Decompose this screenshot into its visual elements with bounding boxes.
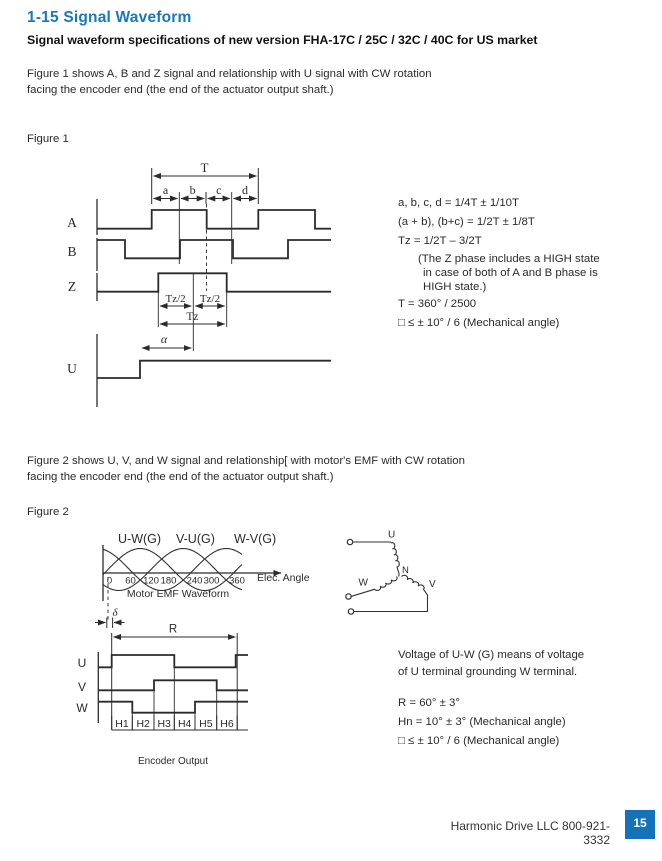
intro-paragraph-2-line2: facing the encoder end (the end of the actuator output shaft.) xyxy=(27,471,334,483)
segment-h3: H3 xyxy=(157,718,171,730)
figure1-notes xyxy=(398,196,600,330)
dim-label-a: a xyxy=(162,183,169,197)
signal-label-z: Z xyxy=(67,279,77,294)
signal-label-b: B xyxy=(67,244,77,259)
note-line: Hn = 10° ± 3° (Mechanical angle) xyxy=(398,716,566,728)
segment-h5: H5 xyxy=(199,718,213,730)
intro-paragraph-2 xyxy=(27,453,465,485)
dim-label-d: d xyxy=(242,183,248,197)
segment-h2: H2 xyxy=(136,718,150,730)
note-line: of U terminal grounding W terminal. xyxy=(398,666,578,678)
motor-terminals xyxy=(346,539,354,614)
dim-label-delta: δ xyxy=(112,607,118,619)
dim-label-alpha: α xyxy=(160,332,168,346)
emf-caption: Motor EMF Waveform xyxy=(126,588,230,600)
encoder-v-waveform xyxy=(98,680,248,690)
figure1-timing-diagram xyxy=(55,150,415,420)
dim-label-tz-half-left: Tz/2 xyxy=(165,293,186,305)
signal-a-waveform xyxy=(97,210,331,229)
figure1-dimension-lines xyxy=(142,176,257,348)
figure2-notes xyxy=(398,648,584,748)
footer-company-line: Harmonic Drive LLC 800-921-3332 xyxy=(450,819,610,847)
segment-h6: H6 xyxy=(220,718,234,730)
figure2-emf-encoder-diagram xyxy=(75,520,315,780)
encoder-u-waveform xyxy=(98,655,248,667)
tick-300: 300 xyxy=(203,575,220,587)
signal-b-waveform xyxy=(97,240,331,258)
tick-60: 60 xyxy=(125,575,136,587)
signal-u-waveform xyxy=(97,361,331,378)
motor-label-w: W xyxy=(358,577,368,589)
dim-label-c: c xyxy=(216,183,222,197)
encoder-signal-label-u: U xyxy=(77,656,87,670)
dim-label-b: b xyxy=(189,183,196,197)
note-line: (The Z phase includes a HIGH state xyxy=(418,253,600,265)
encoder-caption: Encoder Output xyxy=(137,756,209,767)
note-line: Tz = 1/2T – 3/2T xyxy=(398,235,482,247)
emf-curve-label-uw: U-W(G) xyxy=(118,532,162,546)
encoder-signal-label-v: V xyxy=(77,680,87,694)
note-line: □ ≤ ± 10° / 6 (Mechanical angle) xyxy=(398,317,560,329)
note-line: □ ≤ ± 10° / 6 (Mechanical angle) xyxy=(398,735,560,747)
page-number-badge: 15 xyxy=(625,810,655,839)
note-line: T = 360° / 2500 xyxy=(398,298,477,310)
intro-paragraph-1-line1: Figure 1 shows A, B and Z signal and relationship with U signal with CW rotation xyxy=(27,68,432,80)
figure2-caption: Figure 2 xyxy=(27,506,69,518)
intro-paragraph-2-line1: Figure 2 shows U, V, and W signal and relationship[ with motor's EMF with CW rotation xyxy=(27,455,465,467)
signal-label-a: A xyxy=(67,215,77,230)
tick-0: 0 xyxy=(106,575,113,587)
dim-label-T: T xyxy=(200,160,209,175)
signal-z-waveform xyxy=(97,273,331,291)
motor-label-v: V xyxy=(429,579,436,590)
segment-h1: H1 xyxy=(115,718,129,730)
page-title: 1-15 Signal Waveform xyxy=(27,9,192,26)
encoder-signal-label-w: W xyxy=(76,701,88,715)
note-line: Voltage of U-W (G) means of voltage xyxy=(398,649,585,661)
note-line: in case of both of A and B phase is xyxy=(423,267,598,279)
note-line: a, b, c, d = 1/4T ± 1/10T xyxy=(398,197,519,209)
dim-label-tz: Tz xyxy=(186,311,199,323)
tick-120: 120 xyxy=(143,575,159,587)
intro-paragraph-1-line2: facing the encoder end (the end of the actuator output shaft.) xyxy=(27,84,334,96)
motor-winding-diagram xyxy=(335,525,460,625)
tick-360: 360 xyxy=(229,575,245,587)
delta-dimension xyxy=(95,618,125,629)
intro-paragraph-1 xyxy=(27,66,432,98)
h-segment-row xyxy=(112,716,248,731)
dim-label-tz-half-right: Tz/2 xyxy=(199,293,221,305)
note-line: HIGH state.) xyxy=(423,281,487,293)
motor-label-u: U xyxy=(388,529,396,541)
tick-240: 240 xyxy=(186,575,203,587)
tick-180: 180 xyxy=(160,575,177,587)
emf-curve-label-wv: W-V(G) xyxy=(234,532,277,546)
page-subtitle: Signal waveform specifications of new version FHA-17C / 25C / 32C / 40C for US market xyxy=(27,33,538,47)
dim-label-R: R xyxy=(168,623,178,636)
note-line: R = 60° ± 3° xyxy=(398,697,460,709)
motor-label-n: N xyxy=(402,565,409,576)
segment-h4: H4 xyxy=(177,718,192,730)
figure1-caption: Figure 1 xyxy=(27,133,69,145)
note-line: (a + b), (b+c) = 1/2T ± 1/8T xyxy=(398,216,535,228)
signal-label-u: U xyxy=(67,361,77,376)
encoder-w-waveform xyxy=(98,702,248,713)
emf-curve-label-vu: V-U(G) xyxy=(176,532,215,546)
emf-axis-label: Elec. Angle xyxy=(257,572,310,584)
